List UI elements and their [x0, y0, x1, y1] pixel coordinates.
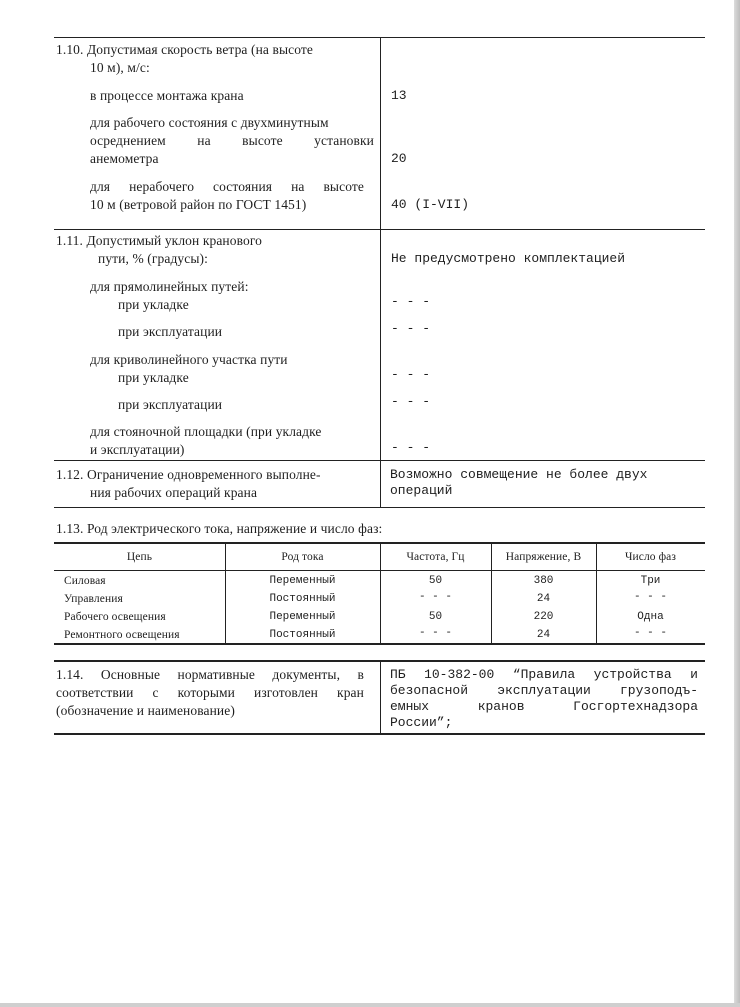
word: установки [314, 133, 374, 148]
word: безопасной [390, 683, 469, 698]
wind-working-line2 [90, 132, 374, 149]
table-header-circuit: Цепь [126, 551, 153, 563]
wind-mounting-label: в процессе монтажа крана [90, 88, 244, 103]
section-1-10-title-line1: 1.10. Допустимая скорость ветра (на высоте [56, 42, 313, 57]
section-1-14-label-line2 [56, 684, 364, 701]
table-cell-current-type: Переменный [269, 575, 336, 587]
word: кран [337, 685, 364, 700]
wind-mounting-value: 13 [391, 88, 407, 103]
table-cell-circuit: Рабочего освещения [64, 611, 166, 623]
word: эксплуатации [497, 683, 591, 698]
wind-working-line1: для рабочего состояния с двухминутным [90, 115, 329, 130]
table-header-phases: Число фаз [624, 551, 677, 563]
section-1-14-value-line3 [390, 698, 698, 715]
table-cell-phases: Одна [637, 611, 664, 623]
word: грузоподъ- [619, 683, 698, 698]
section-1-12-value-line2: операций [390, 483, 453, 498]
rule-1-12-bottom [54, 507, 705, 508]
word: в [357, 667, 364, 682]
section-1-14-label-line1 [56, 666, 364, 683]
word: которыми [177, 685, 235, 700]
section-1-12-label-line2: ния рабочих операций крана [90, 485, 258, 500]
word: 1.14. [56, 667, 84, 682]
table-cell-voltage: 24 [536, 629, 551, 641]
word: кранов [477, 699, 525, 714]
section-1-13-title: 1.13. Род электрического тока, напряжение и число фаз: [56, 521, 383, 536]
straight-operation-value: - - - [391, 321, 431, 336]
table-cell-frequency: 50 [428, 611, 443, 623]
curved-operation-label: при эксплуатации [118, 397, 223, 412]
table-cell-phases: - - - [633, 627, 667, 639]
straight-tracks-label: для прямолинейных путей: [90, 279, 249, 294]
word: осреднением [90, 133, 166, 148]
page-edge-shadow [734, 0, 740, 1007]
parking-line1: для стояночной площадки (при укладке [90, 424, 322, 439]
curved-operation-value: - - - [391, 394, 431, 409]
section-1-12-value-line1: Возможно совмещение не более двух [390, 467, 648, 482]
table-cell-phases: - - - [633, 591, 667, 603]
word: для [90, 179, 111, 194]
curved-laying-label: при укладке [118, 370, 189, 385]
word: высоте [323, 179, 364, 194]
word: устройства [593, 667, 672, 682]
straight-operation-label: при эксплуатации [118, 324, 223, 339]
parking-line2: и эксплуатации) [90, 442, 185, 457]
table-cell-voltage: 220 [533, 611, 554, 623]
section-1-12-label-line1: 1.12. Ограничение одновременного выполне- [56, 467, 321, 482]
word: Основные [100, 667, 161, 682]
wind-nonworking-line2: 10 м (ветровой район по ГОСТ 1451) [90, 197, 307, 212]
word: соответствии [56, 685, 134, 700]
page-edge-bottom [0, 1003, 740, 1007]
parking-value: - - - [391, 440, 431, 455]
column-divider-upper [380, 37, 381, 507]
word: Госгортехнадзора [573, 699, 698, 714]
table-cell-frequency: - - - [418, 627, 452, 639]
section-1-11-title-line1: 1.11. Допустимый уклон кранового [56, 233, 262, 248]
word: “Правила [512, 667, 576, 682]
wind-nonworking-line1 [90, 178, 364, 195]
straight-laying-value: - - - [391, 294, 431, 309]
section-1-11-title-line2: пути, % (градусы): [98, 251, 208, 266]
curved-track-label: для криволинейного участка пути [90, 352, 288, 367]
word: с [152, 685, 159, 700]
wind-nonworking-value: 40 (I-VII) [391, 197, 470, 212]
word: состояния [213, 179, 273, 194]
section-1-14-value-line2 [390, 682, 698, 699]
wind-working-line3: анемометра [90, 151, 159, 166]
word: ПБ [390, 667, 406, 682]
word: документы, [272, 667, 341, 682]
table-cell-circuit: Силовая [64, 575, 106, 587]
curved-laying-value: - - - [391, 367, 431, 382]
table-cell-frequency: - - - [418, 591, 452, 603]
section-1-14-value-line4: России”; [390, 715, 453, 730]
rule-1-11 [54, 229, 705, 230]
word: емных [390, 699, 430, 714]
table-cell-current-type: Постоянный [269, 629, 336, 641]
word: нормативные [177, 667, 255, 682]
slope-value: Не предусмотрено комплектацией [391, 251, 626, 266]
table-header-voltage: Напряжение, В [505, 551, 582, 563]
section-1-10-title-line2: 10 м), м/с: [90, 60, 150, 75]
word: нерабочего [129, 179, 195, 194]
word: и [690, 667, 698, 682]
section-1-14-value-line1 [390, 666, 698, 683]
table-cell-voltage: 24 [536, 593, 551, 605]
table-cell-current-type: Постоянный [269, 593, 336, 605]
table-cell-current-type: Переменный [269, 611, 336, 623]
table-cell-phases: Три [640, 575, 661, 587]
word: 10-382-00 [424, 667, 495, 682]
word: изготовлен [254, 685, 318, 700]
table-cell-voltage: 380 [533, 575, 554, 587]
table-cell-circuit: Ремонтного освещения [64, 629, 180, 641]
word: на [197, 133, 211, 148]
table-cell-frequency: 50 [428, 575, 443, 587]
column-divider-1-14 [380, 661, 381, 734]
word: высоте [242, 133, 283, 148]
word: на [291, 179, 305, 194]
section-1-14-label-line3: (обозначение и наименование) [56, 703, 235, 718]
wind-working-value: 20 [391, 151, 407, 166]
rule-1-12 [54, 460, 705, 461]
table-header-current-type: Род тока [281, 551, 324, 563]
table-header-frequency: Частота, Гц [406, 551, 465, 563]
straight-laying-label: при укладке [118, 297, 189, 312]
table-cell-circuit: Управления [64, 593, 123, 605]
